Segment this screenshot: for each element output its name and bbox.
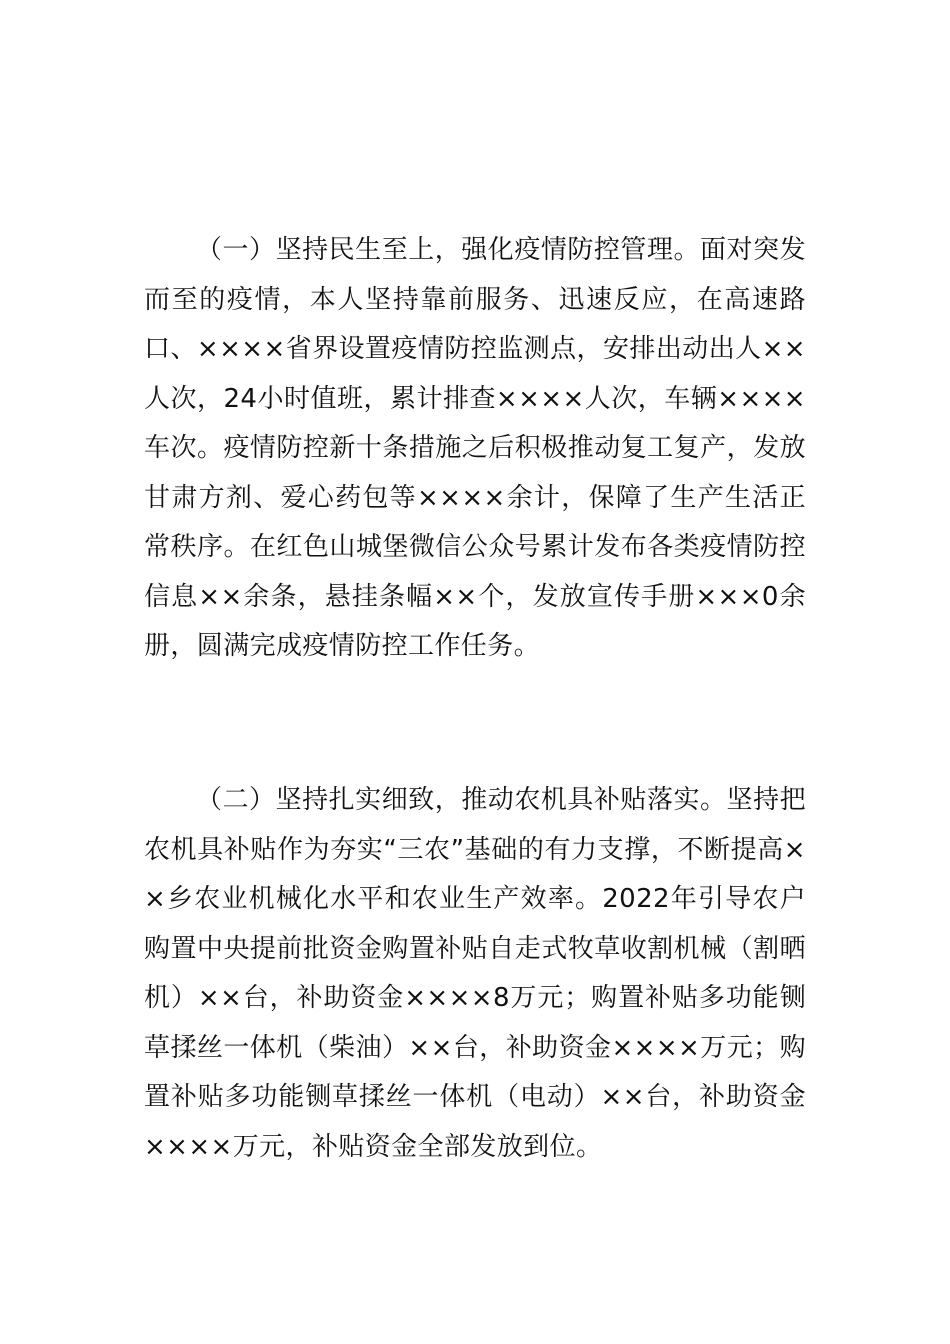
paragraph-epidemic-control: （一）坚持民生至上，强化疫情防控管理。面对突发而至的疫情，本人坚持靠前服务、迅速反应，在高速路口、××××省界设置疫情防控监测点，安排出动出人××人次，24小时值班，累计排查××××人次，车辆××××车次。疫情防控新十条措施之后积极推动复工复产，发放甘肃方剂、爱心药包等××××余计，保障了生产生活正常秩序。在红色山城堡微信公众号累计发布各类疫情防控信息××余条，悬挂条幅××个，发放宣传手册×××0余册，圆满完成疫情防控工作任务。 [144,235,806,661]
paragraph-machinery-subsidy: （二）坚持扎实细致，推动农机具补贴落实。坚持把农机具补贴作为夯实“三农”基础的有力支撑，不断提高××乡农业机械化水平和农业生产效率。2022年引导农户购置中央提前批资金购置补贴自走式牧草收割机械（割晒机）××台，补助资金××××8万元；购置补贴多功能铡草揉丝一体机（柴油）××台，补助资金××××万元；购置补贴多功能铡草揉丝一体机（电动）××台，补助资金××××万元，补贴资金全部发放到位。 [144,785,806,1162]
